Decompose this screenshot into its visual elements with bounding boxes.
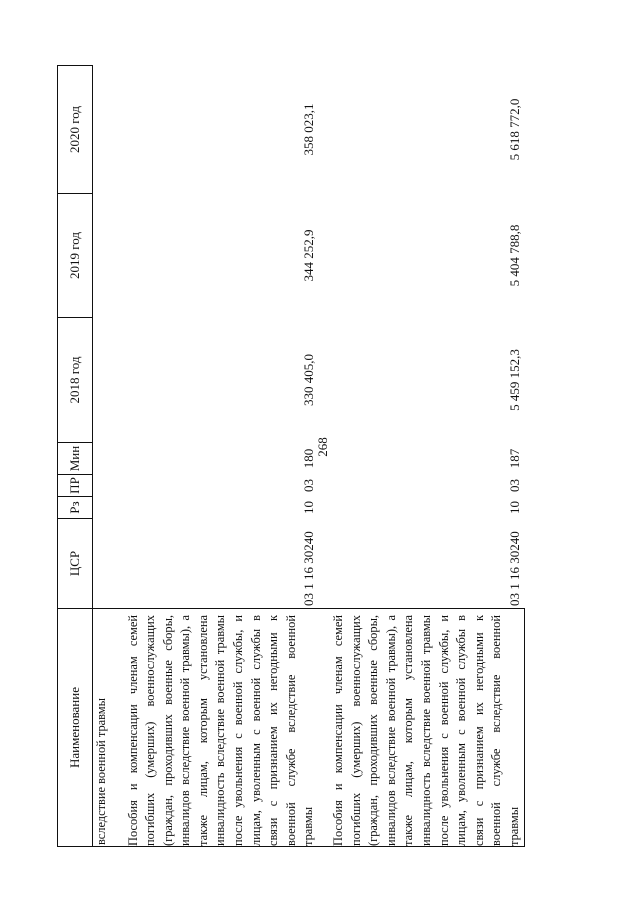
row-min: 187: [507, 448, 523, 469]
header-pr: ПР: [58, 475, 93, 497]
row-2019: 5 404 788,8: [507, 224, 523, 287]
table-header-row: [58, 66, 93, 847]
row-2018: 5 459 152,3: [507, 349, 523, 411]
row-2018: 330 405,0: [301, 354, 317, 406]
row-pr: 03: [301, 479, 317, 492]
page-number: 268: [315, 437, 330, 457]
rotated-table-container: [57, 66, 602, 847]
row-name: Пособия и компенсации членам семей погибших (умерших) военнослужащих (граждан, проходивших военные сборы, инвалидов вследствие военной травмы), а также лицам, которым установлена инвалидность вследствие военной травмы после увольнения с военной службы, и лицам, уволенным с военной службы в связи с признанием их негодными к военной службе вследствие военной травмы: [125, 615, 316, 846]
row-2019: 344 252,9: [301, 229, 317, 282]
table-row: [318, 66, 524, 847]
header-2020: 2020 год: [58, 66, 93, 194]
header-2018: 2018 год: [58, 318, 93, 443]
header-csr: ЦСР: [58, 519, 93, 609]
row-rz: 10: [507, 501, 523, 514]
header-rz: Рз: [58, 497, 93, 519]
row-csr: 03 1 16 30240: [507, 531, 523, 606]
continuation-row: [93, 66, 113, 847]
row-csr: 03 1 16 30240: [301, 531, 317, 606]
row-pr: 03: [507, 479, 523, 492]
row-min: 180: [301, 448, 317, 469]
row-name: Пособия и компенсации членам семей погибших (умерших) военнослужащих (граждан, проходивших военные сборы, инвалидов вследствие военной травмы), а также лицам, которым установлена инвалидность вследствие военной травмы после увольнения с военной службы, и лицам, уволенным с военной службы в связи с признанием их негодными к военной службе вследствие военной травмы: [331, 615, 521, 846]
header-min: Мин: [58, 443, 93, 475]
row-rz: 10: [301, 501, 317, 514]
table-row: [113, 66, 319, 847]
header-2019: 2019 год: [58, 194, 93, 318]
row-2020: 358 023,1: [301, 103, 317, 156]
budget-table: [57, 65, 525, 847]
continuation-text: вследствие военной травмы: [93, 609, 113, 847]
row-2020: 5 618 772,0: [507, 98, 523, 161]
header-name: Наименование: [58, 609, 93, 847]
